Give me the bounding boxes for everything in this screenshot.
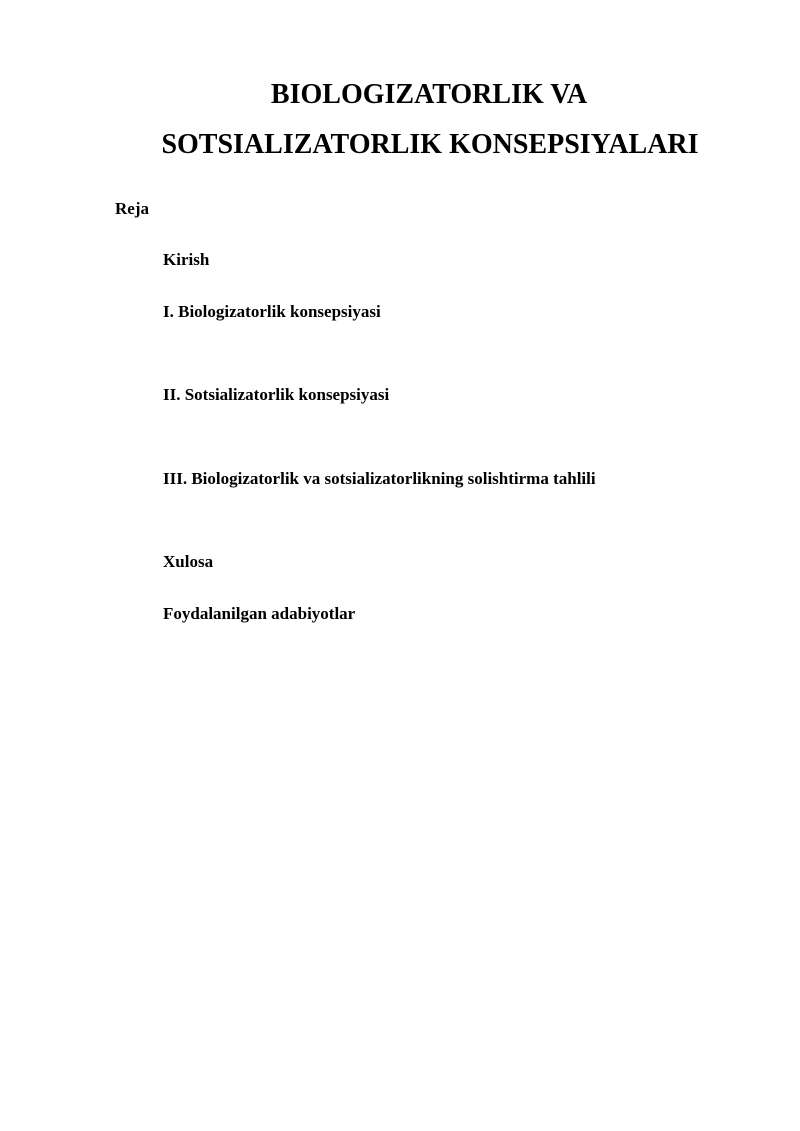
plan-item-references: Foydalanilgan adabiyotlar <box>163 604 356 623</box>
plan-item-conclusion: Xulosa <box>163 552 214 571</box>
plan-item-introduction: Kirish <box>163 250 210 269</box>
plan-heading: Reja <box>115 199 149 218</box>
plan-item-section-2: II. Sotsializatorlik konsepsiyasi <box>163 385 390 404</box>
plan-item-section-3: III. Biologizatorlik va sotsializatorlikning solishtirma tahlili <box>163 469 596 488</box>
document-title-line-2: SOTSIALIZATORLIK KONSEPSIYALARI <box>161 129 699 160</box>
plan-item-section-1: I. Biologizatorlik konsepsiyasi <box>163 302 381 321</box>
document-title-line-1: BIOLOGIZATORLIK VA <box>270 79 588 110</box>
